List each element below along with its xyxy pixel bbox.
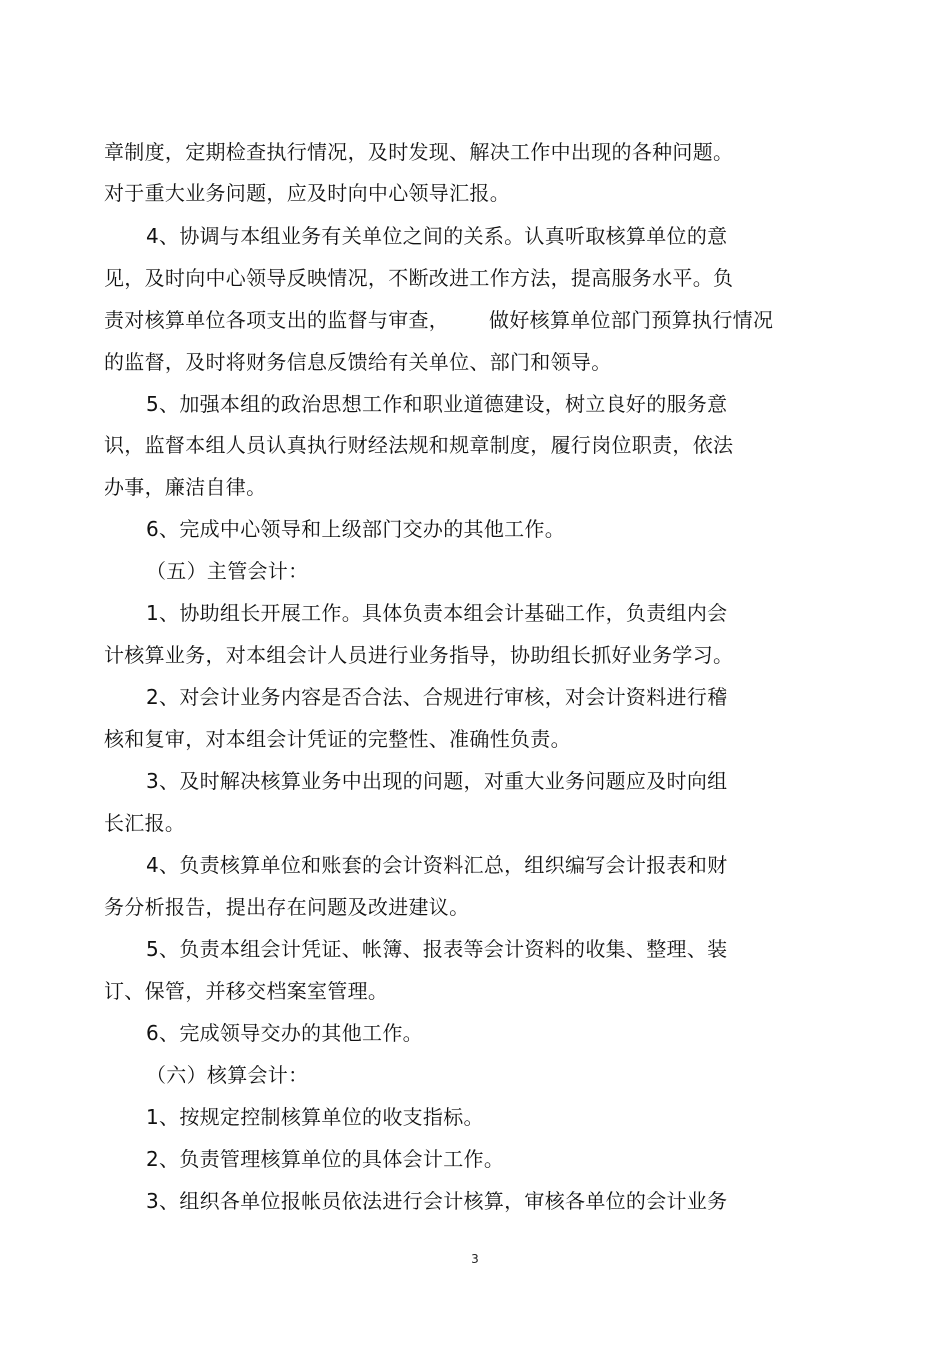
text-line: 核和复审，对本组会计凭证的完整性、准确性负责。 [104,727,571,751]
section-heading: （五）主管会计： [146,559,309,583]
text-line: 4、负责核算单位和账套的会计资料汇总，组织编写会计报表和财 [146,853,728,877]
text-line: 责对核算单位各项支出的监督与审查， 做好核算单位部门预算执行情况 [104,308,774,332]
text-line: 5、加强本组的政治思想工作和职业道德建设，树立良好的服务意 [146,392,728,416]
section-heading: （六）核算会计： [146,1063,309,1087]
text-line: 6、完成中心领导和上级部门交办的其他工作。 [146,517,566,541]
text-line: 办事，廉洁自律。 [104,475,267,499]
text-line: 2、负责管理核算单位的具体会计工作。 [146,1147,505,1171]
text-line: 长汇报。 [104,811,186,835]
page-number: 3 [471,1252,479,1266]
text-line: 的监督，及时将财务信息反馈给有关单位、部门和领导。 [104,350,612,374]
text-line: 1、协助组长开展工作。具体负责本组会计基础工作，负责组内会 [146,601,728,625]
text-line: 见，及时向中心领导反映情况，不断改进工作方法，提高服务水平。负 [104,266,734,290]
text-line: 识，监督本组人员认真执行财经法规和规章制度，履行岗位职责，依法 [104,433,734,457]
text-line: 章制度，定期检查执行情况，及时发现、解决工作中出现的各种问题。 [104,140,734,164]
text-line: 对于重大业务问题，应及时向中心领导汇报。 [104,181,510,205]
text-line: 4、协调与本组业务有关单位之间的关系。认真听取核算单位的意 [146,224,728,248]
text-line: 订、保管，并移交档案室管理。 [104,979,389,1003]
text-line: 3、及时解决核算业务中出现的问题，对重大业务问题应及时向组 [146,769,728,793]
text-line: 5、负责本组会计凭证、帐簿、报表等会计资料的收集、整理、装 [146,937,728,961]
text-line: 务分析报告，提出存在问题及改进建议。 [104,895,470,919]
text-line: 计核算业务，对本组会计人员进行业务指导，协助组长抓好业务学习。 [104,643,734,667]
text-line: 2、对会计业务内容是否合法、合规进行审核，对会计资料进行稽 [146,685,728,709]
text-line: 6、完成领导交办的其他工作。 [146,1021,423,1045]
text-line: 1、按规定控制核算单位的收支指标。 [146,1105,484,1129]
text-line: 3、组织各单位报帐员依法进行会计核算，审核各单位的会计业务 [146,1189,728,1213]
